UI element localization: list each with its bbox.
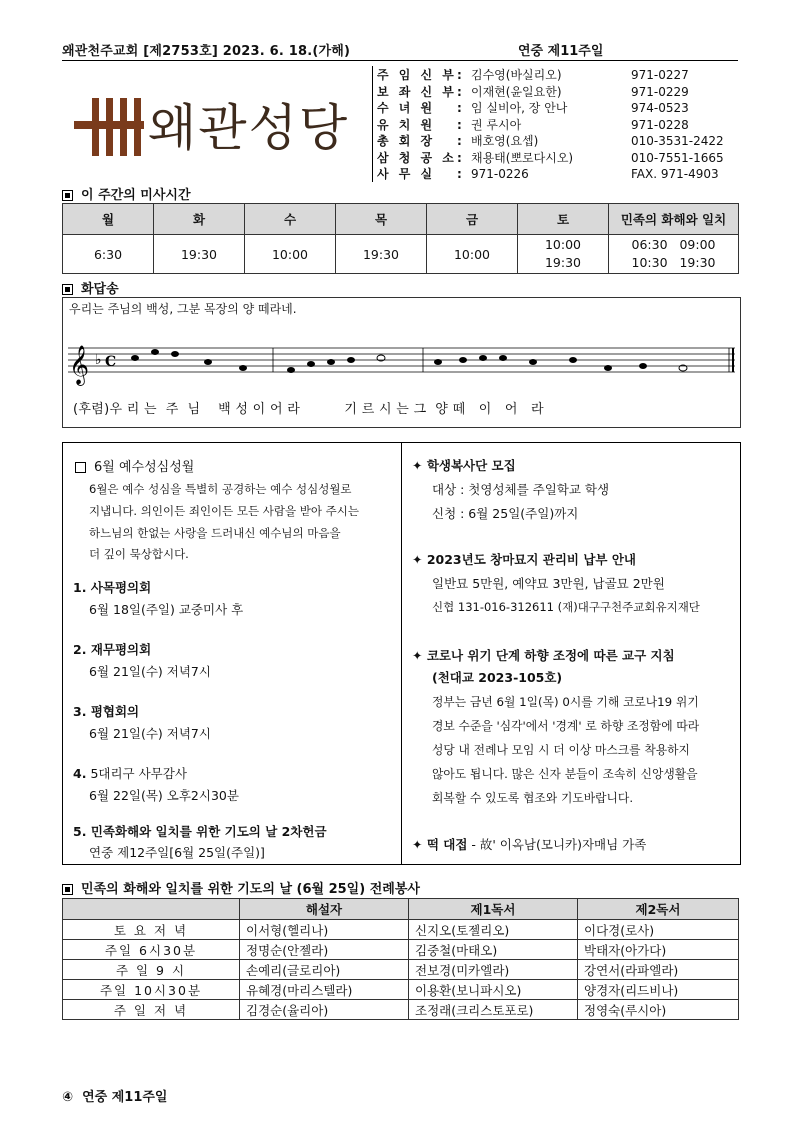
staff-role: 보 좌 신 부 [377,84,457,99]
notice-line: 신청 : 6월 25일(주일)까지 [432,506,579,521]
staff-role: 유 치 원 [377,117,436,132]
announcements-right [402,443,740,864]
section-square-icon [62,190,73,201]
table-row [63,920,739,940]
day-header: 화 [154,204,245,235]
svg-text:𝄞: 𝄞 [69,345,90,385]
commentator: 이서형(헬리나) [240,920,409,940]
liturgical-week: 연중 제11주일 [518,44,604,59]
notice-title: ✦ 떡 대접 - 故' 이옥남(모니카)자매님 가족 [412,837,647,852]
intro-line: 지냅니다. 의인이든 죄인이든 모든 사람을 받아 주시는 [89,504,359,518]
notice-detail: 6월 22일(목) 오후2시30분 [89,788,239,803]
staff-role: 총 회 장 [377,134,436,148]
notice-line: 일반묘 5만원, 예약묘 3만원, 납골묘 2만원 [432,576,665,591]
staff-tel: 971-0229 [631,84,689,99]
staff-row: 사 무 실 : 971-0226 FAX. 971-4903 [377,167,719,181]
day-header: 수 [245,204,336,235]
staff-row: 보 좌 신 부: 이재현(윤일요한) 971-0229 [377,84,689,99]
staff-row: 수 녀 원 : 임 실비아, 장 안나 974-0523 [377,101,689,115]
intro-title: 6월 예수성심성월 [94,460,195,475]
staff-name: 김수영(바실리오) [471,68,562,82]
liturgy-section-label: 민족의 화해와 일치를 위한 기도의 날 (6월 25일) 전례봉사 [81,882,420,897]
table-row [63,1000,739,1020]
table-row [63,960,739,980]
logo-text: 왜관성당 [148,99,350,157]
notice-line: 성당 내 전례나 모임 시 더 이상 마스크를 착용하지 [432,743,690,757]
second-reader: 정영숙(루시아) [578,1000,739,1020]
mass-times-table [62,203,739,274]
notice-detail: 6월 18일(주일) 교중미사 후 [89,602,244,617]
day-header: 토 [518,204,609,235]
mass-time: 10:00 [427,235,518,274]
liturgy-header: 제1독서 [409,899,578,920]
notice-title: 2. 재무평의회 [73,642,152,657]
notice-title: ✦ 코로나 위기 단계 하향 조정에 따른 교구 지침 [412,648,675,663]
first-reader: 김중철(마태오) [409,940,578,960]
notice-detail: 6월 21일(수) 저녁7시 [89,664,211,679]
notice-line: 정부는 금년 6월 1일(목) 0시를 기해 코로나19 위기 [432,695,699,709]
section-square-icon [75,462,86,473]
notice-title: 3. 평협회의 [73,704,140,719]
commentator: 김경순(율리아) [240,1000,409,1020]
bulletin-issue: 왜관천주교회 [제2753호] 2023. 6. 18.(가해) [62,44,351,59]
church-logo [62,66,368,182]
staff-tel: 974-0523 [631,101,689,115]
second-reader: 강연서(라파엘라) [578,960,739,980]
staff-tel: FAX. 971-4903 [631,167,719,181]
bullet-icon: ✦ [412,837,427,852]
liturgy-section-title [62,878,420,897]
notice-line: 신협 131-016-312611 (재)대구구천주교회유지재단 [432,600,700,614]
service-time: 주 일 저 녁 [63,1000,240,1020]
mass-time-sat [518,235,609,274]
notice-title: 4. 5대리구 사무감사 [73,766,187,781]
staff-tel: 010-7551-1665 [631,150,724,165]
second-reader: 박태자(아가다) [578,940,739,960]
mass-time: 19:30 [336,235,427,274]
liturgy-header: 해설자 [240,899,409,920]
day-header: 월 [63,204,154,235]
mass-section-label: 이 주간의 미사시간 [81,188,191,203]
mass-time: 19:30 [154,235,245,274]
svg-text:♭: ♭ [95,352,102,368]
notice-title: 5. 민족화해와 일치를 위한 기도의 날 2차헌금 [73,824,327,839]
staff-name: 971-0226 [471,167,529,181]
notice-line: 않아도 됩니다. 많은 신자 분들이 조속히 신앙생활을 [432,767,698,781]
sat-time: 19:30 [544,255,582,270]
staff-tel: 971-0227 [631,68,689,82]
intro-line: 더 깊이 묵상합시다. [89,547,189,561]
commentator: 유혜경(마리스텔라) [240,980,409,1000]
service-time: 주일 6시30분 [63,940,240,960]
staff-role: 사 무 실 [377,167,436,181]
song-box [62,297,741,428]
service-time: 주 일 9 시 [63,960,240,980]
mass-time: 10:00 [245,235,336,274]
commentator: 손예리(글로리아) [240,960,409,980]
staff-role: 수 녀 원 [377,101,436,115]
service-time: 토 요 저 녁 [63,920,240,940]
notice-title: 1. 사목평의회 [73,580,152,595]
section-square-icon [62,284,73,295]
notice-title: ✦ 학생복사단 모집 [412,458,516,473]
bullet-icon: ✦ [412,648,427,663]
commentator: 정명순(안젤라) [240,940,409,960]
staff-role: 주 임 신 부 [377,68,457,82]
staff-name: 권 루시아 [471,117,522,132]
page-footer [62,1086,168,1105]
second-reader: 이다경(로사) [578,920,739,940]
staff-tel: 010-3531-2422 [631,134,724,148]
notice-line: 경보 수준을 '심각'에서 '경계' 로 하향 조정함에 따라 [432,719,700,733]
staff-row: 유 치 원 : 권 루시아 971-0228 [377,117,689,132]
liturgy-header [63,899,240,920]
song-lyrics: (후렴)우 리 는 주 님 백 성 이 어 라 기 르 시 는 그 양 떼 이 어 라 [73,402,544,417]
day-header: 목 [336,204,427,235]
announcements-left [63,443,402,864]
staff-row: 총 회 장 : 배호영(요셉) 010-3531-2422 [377,134,724,148]
sat-time: 10:00 [544,237,582,252]
song-section-label: 화답송 [81,282,119,297]
bullet-icon: ✦ [412,458,427,473]
notice-detail: 연중 제12주일[6월 25일(주일)] [89,845,265,860]
liturgy-header: 제2독서 [578,899,739,920]
day-header: 민족의 화해와 일치 [609,204,739,235]
staff-name: 채용태(뽀로다시오) [471,150,574,165]
mass-time: 6:30 [63,235,154,274]
table-row [63,980,739,1000]
staff-tel: 971-0228 [631,117,689,132]
song-section-title [62,278,119,297]
first-reader: 조정래(크리스토포로) [409,1000,578,1020]
staff-name: 이재현(윤일요한) [471,84,562,99]
staff-name: 배호영(요셉) [471,134,539,148]
notice-detail: 6월 21일(수) 저녁7시 [89,726,211,741]
table-row [63,940,739,960]
day-header: 금 [427,204,518,235]
first-reader: 이용환(보니파시오) [409,980,578,1000]
service-time: 주일 10시30분 [63,980,240,1000]
music-staff-icon [63,328,740,398]
svg-text:C: C [105,354,117,370]
song-refrain-text: 우리는 주님의 백성, 그분 목장의 양 떼라네. [69,302,297,316]
intro-line: 하느님의 한없는 사랑을 드러내신 예수님의 마음을 [89,526,341,540]
liturgy-table [62,898,739,1020]
staff-row: 삼 청 공 소: 채용태(뽀로다시오) 010-7551-1665 [377,150,724,165]
intro-line: 6월은 예수 성심을 특별히 공경하는 예수 성심성월로 [89,482,352,496]
second-reader: 양경자(리드비나) [578,980,739,1000]
notice-line: 회복할 수 있도록 협조와 기도바랍니다. [432,791,634,805]
notice-line: 대상 : 첫영성체를 주일학교 학생 [432,482,610,497]
intro-heading [75,457,194,478]
special-time: 10:30 19:30 [631,255,716,270]
staff-role: 삼 청 공 소 [377,150,457,165]
first-reader: 신지오(토젤리오) [409,920,578,940]
special-time: 06:30 09:00 [631,237,716,252]
page-number: ④ [62,1090,74,1105]
mass-section-title [62,184,191,203]
footer-week: 연중 제11주일 [82,1090,168,1105]
notice-title: ✦ 2023년도 창마묘지 관리비 납부 안내 [412,552,637,567]
staff-directory [372,66,739,182]
first-reader: 전보경(미카엘라) [409,960,578,980]
bullet-icon: ✦ [412,552,427,567]
header-divider [62,60,738,61]
staff-row: 주 임 신 부: 김수영(바실리오) 971-0227 [377,68,689,82]
staff-name: 임 실비아, 장 안나 [471,101,568,115]
notice-sub: (천대교 2023-105호) [432,670,563,685]
section-square-icon [62,884,73,895]
mass-time-special [609,235,739,274]
announcements-box [62,442,741,865]
